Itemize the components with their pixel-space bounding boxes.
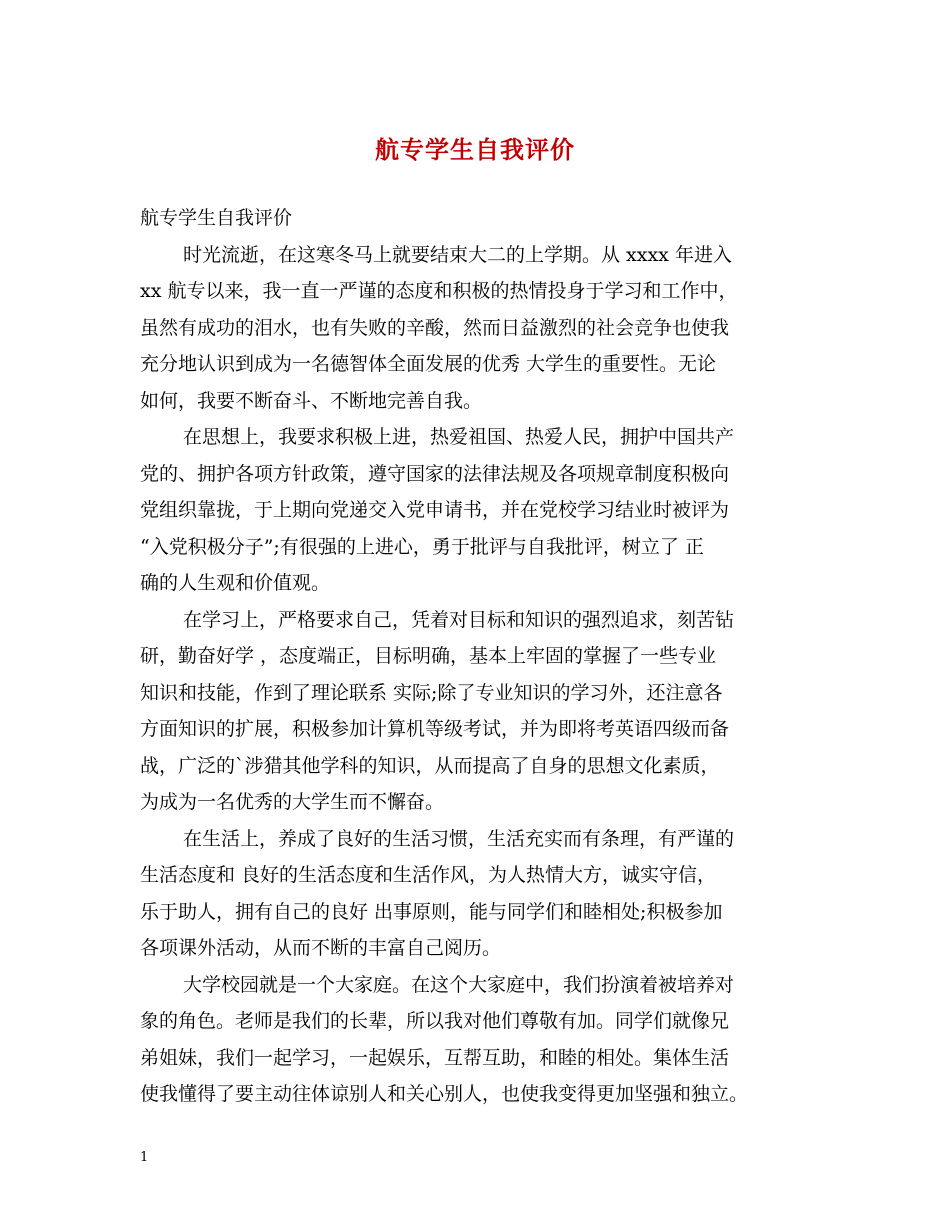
text-line: 充分地认识到成为一名德智体全面发展的优秀 大学生的重要性。无论	[140, 353, 717, 375]
text-line: 生活态度和 良好的生活态度和生活作风，为人热情大方，诚实守信，	[140, 864, 717, 886]
document-title: 航专学生自我评价	[375, 135, 575, 164]
text-line: 使我懂得了要主动往体谅别人和关心别人，也使我变得更加坚强和独立。	[140, 1083, 749, 1105]
text-line: 各项课外活动，从而不断的丰富自己阅历。	[140, 937, 502, 959]
page-number: 1	[140, 1150, 149, 1165]
text-line: xx 航专以来，我一直一严谨的态度和积极的热情投身于学习和工作中，	[140, 280, 738, 302]
text-line: 大学校园就是一个大家庭。在这个大家庭中，我们扮演着被培养对	[183, 973, 735, 996]
text-line: 弟姐妹，我们一起学习，一起娱乐，互帮互助，和睦的相处。集体生活	[140, 1046, 730, 1069]
text-line: 党的、拥护各项方针政策，遵守国家的法律法规及各项规章制度积极向	[140, 462, 730, 485]
text-line: 虽然有成功的泪水，也有失败的辛酸，然而日益激烈的社会竞争也使我	[140, 316, 730, 339]
text-line: 乐于助人，拥有自己的良好 出事原则，能与同学们和睦相处;积极参加	[140, 900, 723, 923]
text-line: 如何，我要不断奋斗、不断地完善自我。	[140, 389, 483, 412]
text-line: “入党积极分子”;有很强的上进心，勇于批评与自我批评，树立了 正	[140, 535, 704, 558]
text-line: 象的角色。老师是我们的长辈，所以我对他们尊敬有加。同学们就像兄	[140, 1010, 730, 1032]
text-line: 确的人生观和价值观。	[140, 572, 331, 594]
document-body	[140, 200, 820, 1113]
text-line: 在学习上，严格要求自己，凭着对目标和知识的强烈追求，刻苦钻	[183, 608, 735, 631]
text-line: 方面知识的扩展，积极参加计算机等级考试，并为即将考英语四级而备	[140, 718, 730, 740]
text-line: 研，勤奋好学 ，态度端正，目标明确，基本上牢固的掌握了一些专业	[140, 645, 717, 667]
text-line: 战，广泛的`涉猎其他学科的知识，从而提高了自身的思想文化素质，	[140, 754, 720, 777]
text-line: 航专学生自我评价	[140, 207, 293, 229]
text-line: 在思想上，我要求积极上进，热爱祖国、热爱人民，拥护中国共产	[183, 426, 735, 448]
text-line: 时光流逝，在这寒冬马上就要结束大二的上学期。从 xxxx 年进入	[183, 243, 732, 266]
text-line: 党组织靠拢，于上期向党递交入党申请书，并在党校学习结业时被评为	[140, 499, 730, 521]
text-line: 为成为一名优秀的大学生而不懈奋。	[140, 791, 445, 813]
text-line: 知识和技能，作到了理论联系 实际;除了专业知识的学习外，还注意各	[140, 681, 723, 704]
text-line: 在生活上，养成了良好的生活习惯，生活充实而有条理，有严谨的	[183, 827, 735, 850]
